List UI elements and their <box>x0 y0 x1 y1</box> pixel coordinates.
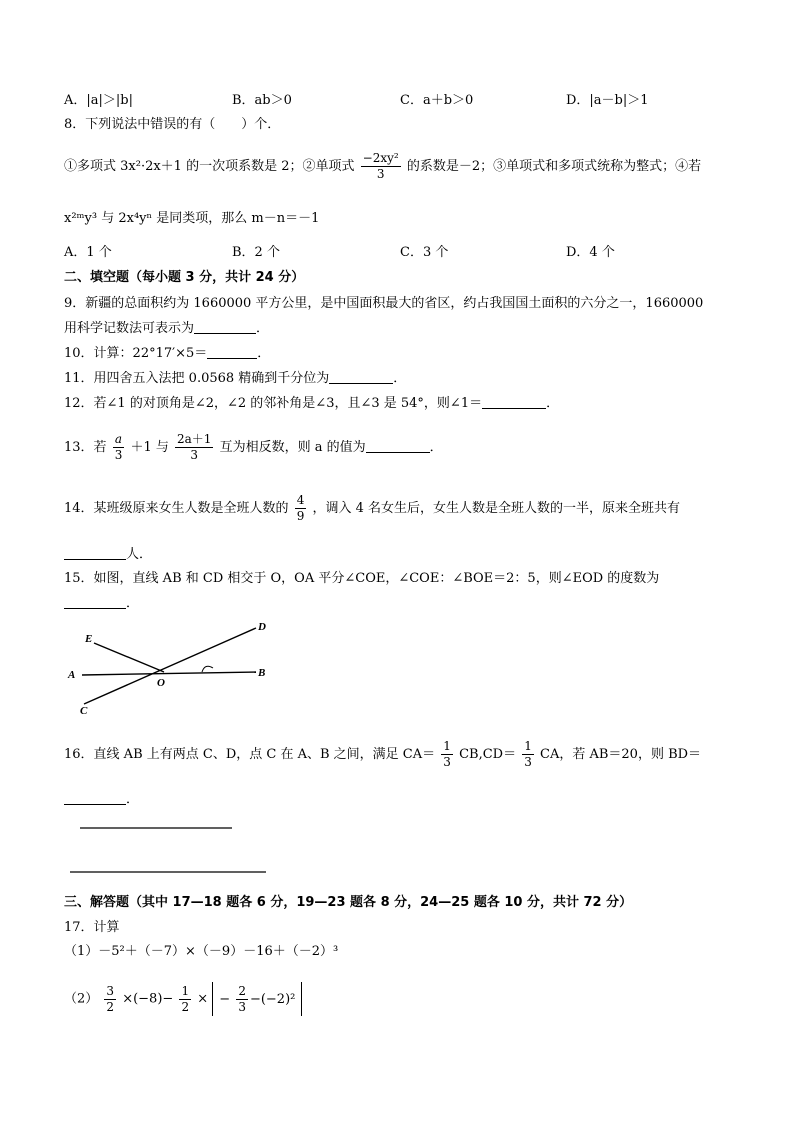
q17-p2-f1-den: 2 <box>106 999 115 1014</box>
q14-answer-blank <box>64 545 126 560</box>
q8-s1-pre: ①多项式 3x²·2x＋1 的一次项系数是 2；②单项式 <box>64 159 355 174</box>
q17-p2-f1-num: 3 <box>106 983 115 998</box>
q16-answer-blank <box>64 790 126 805</box>
q15-line1: 15．如图，直线 AB 和 CD 相交于 O，OA 平分∠COE，∠COE：∠BOE＝2：5，则∠EOD 的度数为 <box>64 571 660 586</box>
q17-title: 17．计算 <box>64 920 120 935</box>
q17-p2-mid: ×(−8)− <box>122 991 174 1007</box>
q13-f2-num: 2a＋1 <box>177 432 212 446</box>
q13-post: 互为相反数，则 a 的值为 <box>219 440 366 455</box>
q12-text: 12．若∠1 的对顶角是∠2，∠2 的邻补角是∠3，且∠3 是 54°，则∠1＝ <box>64 396 483 411</box>
q17-p2-right-bracket <box>295 982 302 1016</box>
q16-line1 <box>64 739 701 770</box>
q7-option-a: A．|a|＞|b| <box>64 93 133 108</box>
line-ab <box>82 672 256 675</box>
q17-p2-in-pre: − <box>219 991 231 1007</box>
q17-p2-fraction2 <box>179 984 191 1015</box>
q7-option-c: C．a＋b＞0 <box>400 93 474 108</box>
q13-fraction2 <box>175 432 213 463</box>
q13-answer-blank <box>366 438 430 453</box>
q8-fraction <box>361 151 401 182</box>
q8-stem: 8．下列说法中错误的有（ ）个． <box>64 117 281 132</box>
q17-p2-fraction1 <box>104 984 116 1015</box>
q8-frac-num: −2xy² <box>362 151 399 165</box>
q7-option-b: B．ab＞0 <box>232 93 292 108</box>
q17-p2-inner-fraction <box>236 984 248 1015</box>
q12-answer-blank <box>482 394 546 409</box>
q8-statements-line2: x²ᵐy³ 与 2x⁴yⁿ 是同类项，那么 m－n＝－1 <box>64 211 320 226</box>
q7-option-d: D．|a－b|＞1 <box>566 93 649 108</box>
q15-answer-blank <box>64 594 126 609</box>
q17-p2-label: （2） <box>64 991 99 1007</box>
q8-option-d: D．4 个 <box>566 245 615 260</box>
q14-line1 <box>64 493 680 524</box>
label-b: B <box>258 667 266 679</box>
q13-line: 13．若 $\frac{a}{3}$ ＋1 与 $\frac{2a+1}{3}$ 互为相反数，则 a 的值为 ． <box>64 432 443 462</box>
q16-f2-num: 1 <box>524 739 532 753</box>
q11-line: 11．用四舍五入法把 0.0568 精确到千分位为 ． <box>64 371 407 386</box>
q16-post: CA，若 AB＝20，则 BD＝ <box>540 747 702 762</box>
q17-p2-in-f-den: 3 <box>238 999 246 1014</box>
section3-title: 三、解答题（其中 17—18 题各 6 分，19—23 题各 8 分，24—25 题各 10 分，共计 72 分） <box>64 895 633 910</box>
q8-s1-post: 的系数是－2；③单项式和多项式统称为整式；④若 <box>406 159 702 174</box>
q8-frac-den: 3 <box>376 167 385 181</box>
q16-line2: ． <box>64 790 139 809</box>
label-o: O <box>157 677 165 689</box>
q17-p2-f2-num: 1 <box>181 983 190 998</box>
q13-f2-den: 3 <box>190 448 199 462</box>
q13-f1-num: a <box>113 432 125 448</box>
q16-f1-num: 1 <box>443 739 451 753</box>
q17-p2-f2-den: 2 <box>181 999 190 1014</box>
q16-mid: CB,CD＝ <box>459 747 517 762</box>
q17-p2-in-post: −(−2)² <box>249 991 296 1007</box>
q10-answer-blank <box>207 344 257 359</box>
label-d: D <box>258 621 266 633</box>
q16-line-figure <box>64 814 284 884</box>
q16-fraction2 <box>522 739 534 770</box>
q9-answer-blank <box>194 319 256 334</box>
q17-p2-in-f-num: 2 <box>238 983 246 998</box>
q13-f1-den: 3 <box>114 448 123 462</box>
q14-f-den: 9 <box>296 509 305 523</box>
q10-text: 10．计算：22°17′×5＝ <box>64 346 208 361</box>
q13-mid: ＋1 与 <box>130 440 169 455</box>
q14-fraction <box>295 493 307 524</box>
q9-line2-text: 用科学记数法可表示为 <box>64 321 195 336</box>
label-c: C <box>80 705 88 717</box>
label-e: E <box>85 633 93 645</box>
q9-line1: 9．新疆的总面积约为 1660000 平方公里，是中国面积最大的省区，约占我国国土面积的六分之一，1660000 <box>64 296 704 311</box>
line-cd <box>84 628 256 704</box>
q8-statements-line1 <box>64 151 701 182</box>
angle-arc <box>202 666 213 672</box>
q8-option-c: C．3 个 <box>400 245 449 260</box>
section2-title: 二、填空题（每小题 3 分，共计 24 分） <box>64 270 305 285</box>
q12-line: 12．若∠1 的对顶角是∠2，∠2 的邻补角是∠3，且∠3 是 54°，则∠1＝ ． <box>64 396 560 411</box>
q14-post: ，调入 4 名女生后，女生人数是全班人数的一半，原来全班共有 <box>312 501 681 516</box>
q9-line2: 用科学记数法可表示为 ． <box>64 321 270 336</box>
q17-part1: （1）－5²＋（－7）×（－9）－16＋（－2）³ <box>64 944 339 959</box>
q10-line: 10．计算：22°17′×5＝ ． <box>64 346 271 361</box>
q16-pre: 16．直线 AB 上有两点 C、D，点 C 在 A、B 之间，满足 CA＝ <box>64 747 436 762</box>
q14-line2 <box>64 545 152 564</box>
q8-option-b: B．2 个 <box>232 245 280 260</box>
q17-p2-bracket-content <box>219 984 295 1015</box>
q16-f2-den: 3 <box>524 755 532 769</box>
q17-part2 <box>64 982 302 1016</box>
q15-angle-figure <box>64 616 278 720</box>
q13-fraction1 <box>113 432 125 463</box>
q13-pre: 13．若 <box>64 440 107 455</box>
q16-fraction1 <box>441 739 453 770</box>
q8-option-a: A．1 个 <box>64 245 112 260</box>
q14-pre: 14．某班级原来女生人数是全班人数的 <box>64 501 289 516</box>
q14-f-num: 4 <box>296 493 305 507</box>
q17-p2-left-bracket <box>212 982 219 1016</box>
ray-oe <box>94 643 164 672</box>
q11-answer-blank <box>329 369 393 384</box>
q15-line2: ． <box>64 594 139 613</box>
q11-text: 11．用四舍五入法把 0.0568 精确到千分位为 <box>64 371 330 386</box>
q17-p2-times: × <box>197 991 209 1007</box>
q14-suffix: 人． <box>126 547 153 562</box>
q16-f1-den: 3 <box>443 755 451 769</box>
label-a: A <box>68 669 76 681</box>
